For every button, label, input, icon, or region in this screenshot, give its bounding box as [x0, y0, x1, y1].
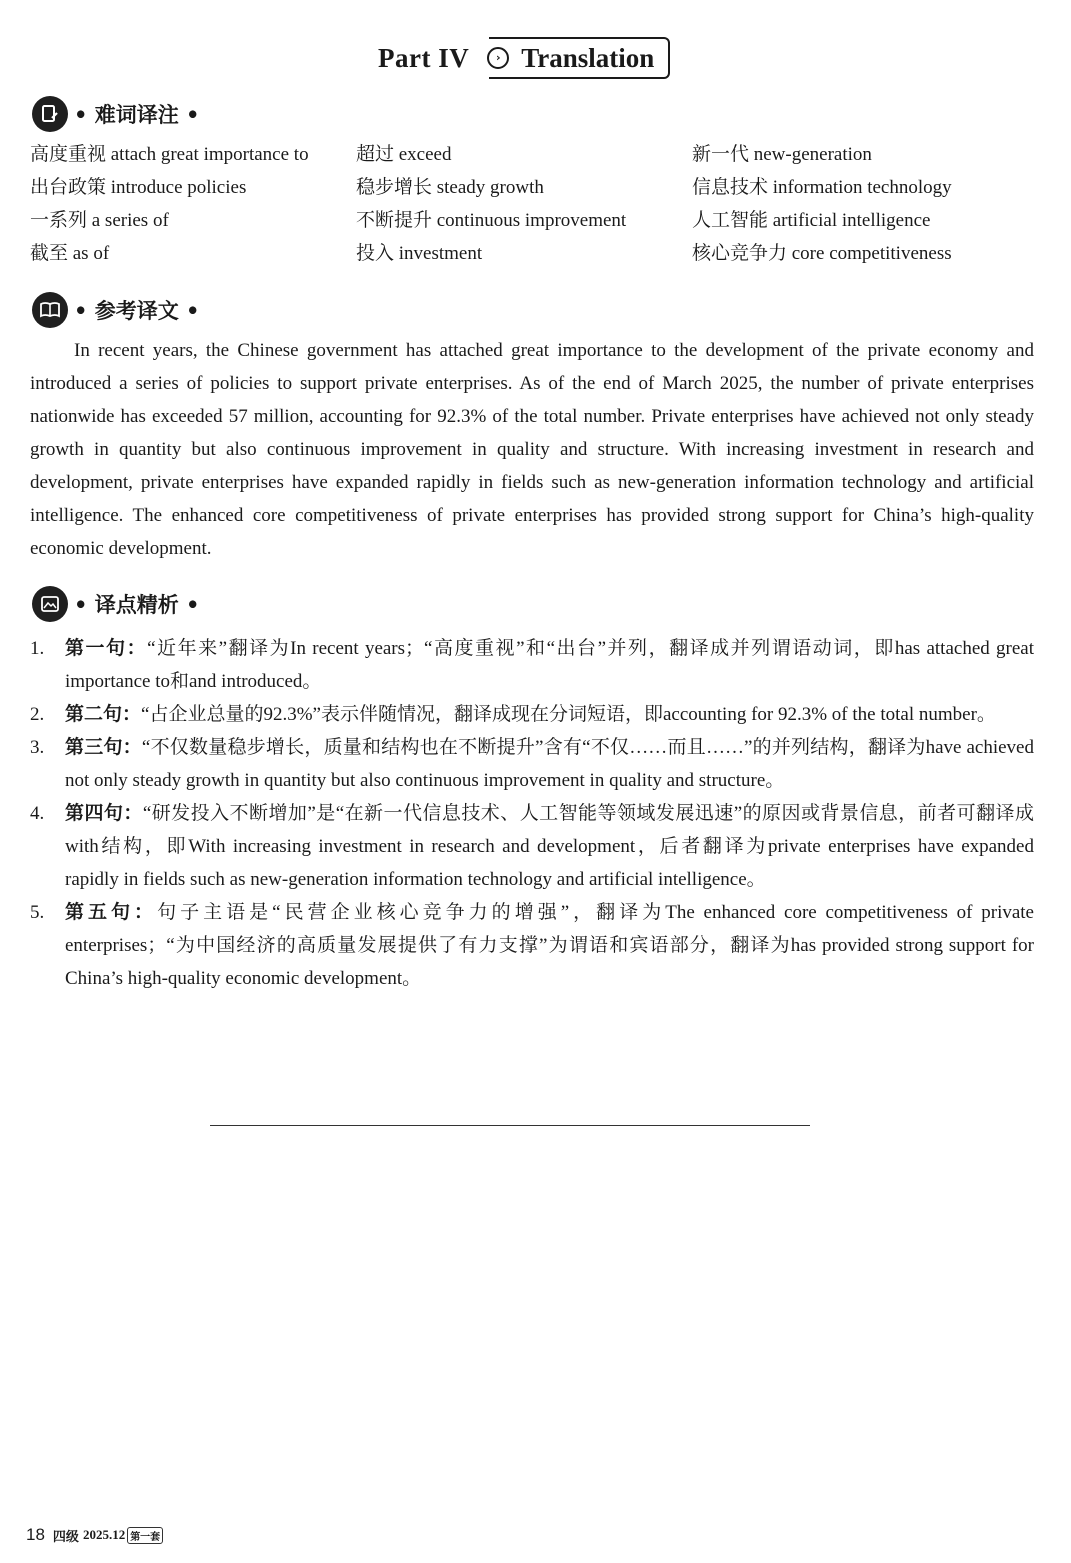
page-number: 18: [26, 1525, 45, 1544]
analysis-item: 4. 第四句：“研发投入不断增加”是“在新一代信息技术、人工智能等领域发展迅速”的原因或背景信息，前者可翻译成with结构，即With increasing investment in research and development，后者翻译为private enterprises have expanded rapidly in fields such as new-generation information technology and artificial intelligence。: [30, 802, 1034, 890]
analysis-item: 1. 第一句：“近年来”翻译为In recent years；“高度重视”和“出台”并列，翻译成并列谓语动词，即has attached great importance to和and introduced。: [30, 637, 1034, 692]
vocab-item: 截至 as of: [30, 243, 110, 264]
analysis-item: 5. 第五句：句子主语是“民营企业核心竞争力的增强”，翻译为The enhanced core competitiveness of private enterprises；“为中国经济的高质量发展提供了有力支撑”为谓语和宾语部分，翻译为has provided strong support for China’s high-quality economic development。: [30, 901, 1034, 989]
exam-series: 四级: [52, 1529, 79, 1545]
reference-section-title: • 参考译文 •: [74, 298, 200, 323]
note-icon: [32, 96, 68, 132]
page-footer: [26, 1525, 163, 1545]
vocab-item: 高度重视 attach great importance to: [30, 144, 309, 165]
issue-date: 2025.12: [82, 1527, 126, 1542]
page-title: Translation: [521, 42, 655, 73]
analysis-item: 2. 第二句：“占企业总量的92.3%”表示伴随情况，翻译成现在分词短语，即accounting for 92.3% of the total number。: [30, 703, 996, 725]
vocab-item: 投入 investment: [356, 243, 483, 264]
analysis-item: 3. 第三句：“不仅数量稳步增长，质量和结构也在不断提升”含有“不仅……而且……”的并列结构，翻译为have achieved not only steady growth in quantity but also continuous improvement in quality and structure。: [30, 736, 1034, 791]
vocab-item: 核心竞争力 core competitiveness: [692, 243, 952, 264]
vocab-item: 出台政策 introduce policies: [30, 177, 247, 198]
end-divider: [210, 1125, 810, 1126]
analysis-list: [30, 632, 1034, 995]
vocab-section-header: [32, 94, 199, 134]
section-title-box: [489, 37, 670, 79]
vocab-item: 信息技术 information technology: [692, 177, 952, 198]
vocab-item: 一系列 a series of: [30, 210, 169, 231]
analysis-section-title: • 译点精析 •: [74, 592, 200, 617]
image-icon: [32, 586, 68, 622]
vocab-item: 超过 exceed: [356, 144, 452, 165]
page-header: [378, 36, 670, 80]
vocab-grid: [30, 138, 1040, 270]
vocab-item: 人工智能 artificial intelligence: [692, 210, 931, 231]
vocab-item: 稳步增长 steady growth: [356, 177, 544, 198]
analysis-section-header: [32, 584, 199, 624]
vocab-item: 不断提升 continuous improvement: [356, 210, 627, 231]
reference-section-header: [32, 290, 199, 330]
reference-translation: In recent years, the Chinese government has attached great importance to the development of the private economy and introduced a series of policies to support private enterprises. As of the end of March 2025, the number of private enterprises nationwide has exceeded 57 million, accounting for 92.3% of the total number. Private enterprises have achieved not only steady growth in quantity but also continuous improvement in quality and structure. With increasing investment in research and development, private enterprises have expanded rapidly in fields such as new-generation information technology and artificial intelligence. The enhanced core competitiveness of private enterprises has provided strong support for China’s high-quality economic development.: [30, 340, 1034, 559]
set-label: 第一套: [127, 1527, 163, 1544]
vocab-section-title: • 难词译注 •: [74, 102, 200, 127]
part-label: Part IV: [378, 42, 470, 73]
vocab-item: 新一代 new-generation: [692, 144, 872, 165]
book-icon: [32, 292, 68, 328]
chevron-right-icon: ›: [487, 47, 509, 69]
